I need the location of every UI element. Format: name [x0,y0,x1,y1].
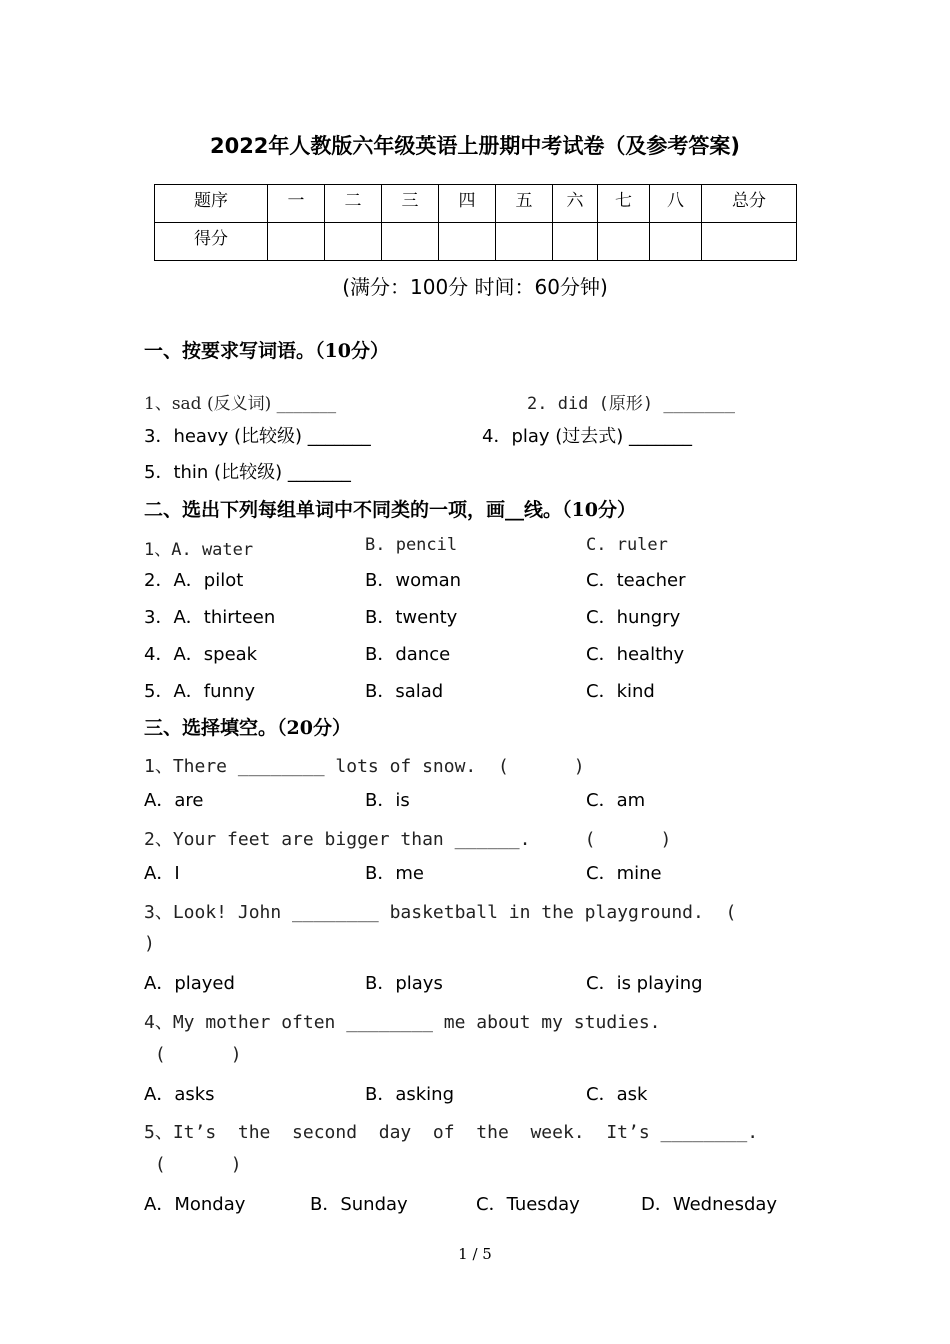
option-b: B．plays [365,973,443,994]
question-2-options [144,859,824,885]
option-c: C．healthy [586,644,685,665]
header-cell: 总分 [702,185,797,223]
section-1-heading: 一、按要求写词语。（10分） [144,340,389,362]
question-2 [144,825,824,851]
question-text: 4．play (过去式) _______ [482,426,693,447]
option-b: B．twenty [365,607,458,628]
page-number: 1 / 5 [458,1245,492,1263]
question-1-options [144,786,824,812]
question-text: 5．thin (比较级) _______ [144,462,351,483]
header-cell: 六 [553,185,598,223]
score-cell[interactable] [702,223,797,261]
score-table-score-row [155,223,797,261]
option-b: B．woman [365,570,462,591]
question-5-options [144,1190,824,1216]
option-b: B．Sunday [310,1194,408,1215]
option-c: C．ask [586,1084,648,1105]
row-label: 得分 [155,223,268,261]
option-a: A．asks [144,1084,215,1105]
option-c: C．hungry [586,607,681,628]
score-cell[interactable] [553,223,598,261]
option-b: B. pencil [365,535,458,555]
option-a: 3．A．thirteen [144,607,276,628]
question-3-paren [144,933,824,959]
question-text: 1、sad (反义词) _______ [144,394,337,414]
section-2-row [144,566,824,592]
question-text: 2、Your feet are bigger than ______. ( ) [144,829,672,850]
score-cell[interactable] [650,223,702,261]
header-cell: 四 [439,185,496,223]
header-cell: 二 [325,185,382,223]
question-3-options [144,969,824,995]
question-4 [144,1008,824,1034]
option-d: D．Wednesday [641,1194,778,1215]
option-b: B．asking [365,1084,455,1105]
section-2-row [144,677,824,703]
score-table [154,184,797,261]
section-2-heading: 二、选出下列每组单词中不同类的一项，画__线。（10分） [144,499,636,521]
answer-paren: ( ) [144,1044,242,1065]
header-cell: 五 [496,185,553,223]
option-a: A．Monday [144,1194,246,1215]
section-1-row [144,389,824,415]
header-cell: 七 [598,185,650,223]
question-text: 4、My mother often ________ me about my studies. [144,1012,661,1033]
option-a: A．I [144,863,180,884]
option-c: C．Tuesday [476,1194,580,1215]
section-2-row [144,535,824,561]
score-cell[interactable] [268,223,325,261]
question-text: 2. did (原形) _______ [527,394,735,414]
question-4-paren [144,1044,824,1070]
question-5 [144,1118,824,1144]
section-1-row [144,422,824,448]
score-cell[interactable] [496,223,553,261]
score-cell[interactable] [439,223,496,261]
header-cell: 一 [268,185,325,223]
option-a: 2．A．pilot [144,570,244,591]
option-c: C．is playing [586,973,703,994]
question-5-paren [144,1154,824,1180]
score-cell[interactable] [382,223,439,261]
question-text: 5、It’s the second day of the week. It’s ________. [144,1122,759,1143]
question-4-options [144,1080,824,1106]
header-cell: 三 [382,185,439,223]
score-cell[interactable] [598,223,650,261]
option-b: B．me [365,863,424,884]
option-b: B．is [365,790,410,811]
option-c: C．mine [586,863,662,884]
score-table-header-row [155,185,797,223]
option-a: A．are [144,790,204,811]
answer-paren: ) [144,933,155,954]
option-b: B．salad [365,681,444,702]
page-title: 2022年人教版六年级英语上册期中考试卷（及参考答案) [209,134,741,158]
question-text: 3、Look! John ________ basketball in the playground. ( [144,902,737,923]
section-2-row [144,603,824,629]
section-1-row [144,458,824,484]
option-a: 5．A．funny [144,681,255,702]
question-text: 3．heavy (比较级) _______ [144,426,371,447]
score-cell[interactable] [325,223,382,261]
header-cell: 题序 [155,185,268,223]
section-3-heading: 三、选择填空。（20分） [144,717,351,739]
answer-paren: ( ) [144,1154,242,1175]
option-c: C. ruler [586,535,668,555]
option-a: 4．A．speak [144,644,258,665]
full-score-info: (满分：100分 时间：60分钟) [342,275,608,299]
question-3 [144,898,824,924]
option-b: B．dance [365,644,451,665]
option-a: 1、A. water [144,540,254,560]
option-c: C．am [586,790,646,811]
option-c: C．teacher [586,570,686,591]
header-cell: 八 [650,185,702,223]
question-text: 1、There ________ lots of snow. ( ) [144,756,585,777]
question-1 [144,752,824,778]
option-c: C．kind [586,681,655,702]
section-2-row [144,640,824,666]
option-a: A．played [144,973,235,994]
